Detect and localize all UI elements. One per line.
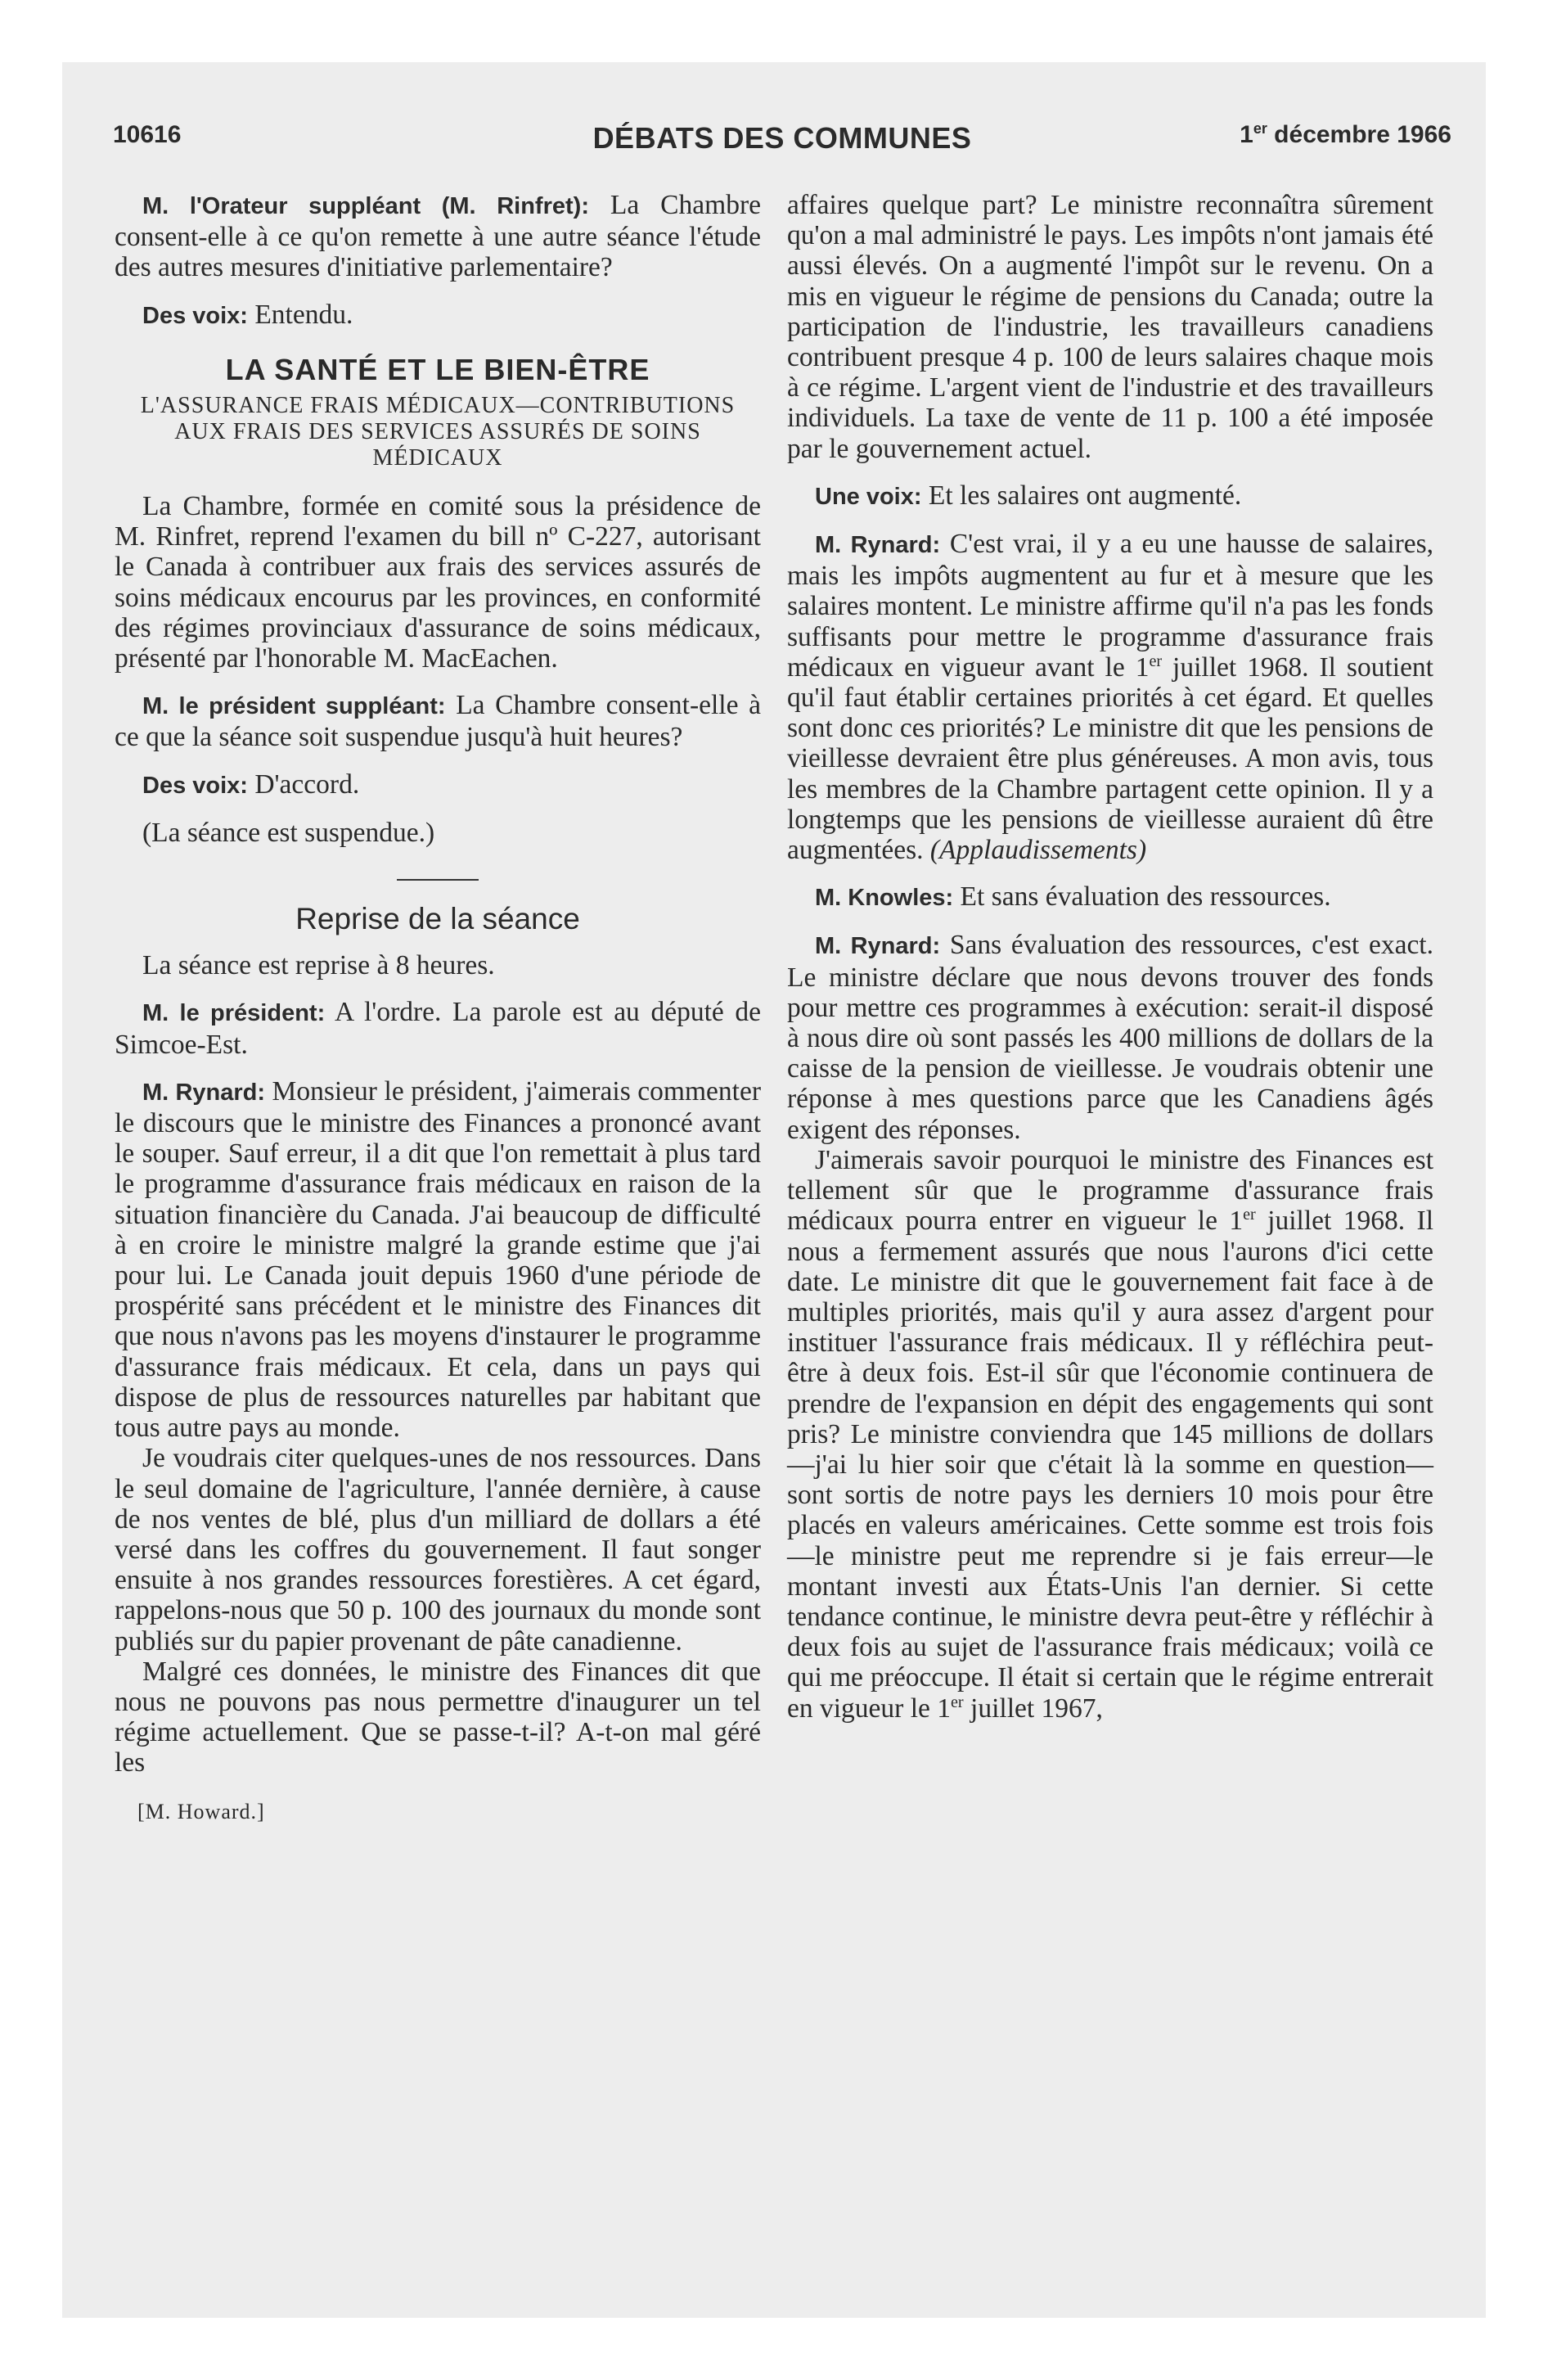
section-title: LA SANTÉ ET LE BIEN-ÊTRE (225, 352, 650, 386)
page-header (113, 121, 1451, 170)
section-divider (397, 879, 479, 881)
paragraph: Des voix: D'accord. (142, 769, 360, 800)
paragraph: M. l'Orateur suppléant (M. Rinfret): La Chambre consent-elle à ce qu'on remette à une autre séance l'étude des autres mesures d'initiative parlementaire? (115, 190, 761, 283)
applause-note: (Applaudissements) (929, 835, 1147, 866)
paragraph: M. le président: A l'ordre. La parole est au député de Simcoe-Est. (115, 997, 761, 1060)
speaker-name: M. le président: (142, 1000, 326, 1027)
paragraph: M. Rynard: Sans évaluation des ressources, c'est exact. Le ministre déclare que nous devons trouver des fonds pour mettre ces programmes à exécution: serait-il disposé à nous dire où sont passés les 400 millions de dollars de la caisse de la pension de vieillesse. Je voudrais obtenir une réponse à mes questions parce que les Canadiens âgés exigent des réponses. (787, 930, 1433, 1145)
header-date: 1er décembre 1966 (1240, 120, 1451, 148)
speaker-name: M. Rynard: (815, 532, 941, 559)
speaker-name: Des voix: (142, 772, 248, 799)
paragraph: Malgré ces données, le ministre des Finances dit que nous ne pouvons pas nous permettre d'inaugurer un tel régime actuellement. Que se passe-t-il? A-t-on mal géré les (115, 1656, 761, 1778)
paragraph: M. Rynard: C'est vrai, il y a eu une hausse de salaires, mais les impôts augmentent au fur et à mesure que les salaires montent. Le ministre affirme qu'il n'a pas les fonds suffisants pour mettre le programme d'assurance frais médicaux en vigueur avant le 1er juillet 1968. Il soutient qu'il faut établir certaines priorités à cet égard. Et quelles sont donc ces priorités? Le ministre dit que les pensions de vieillesse devraient être plus généreuses. A mon avis, tous les membres de la Chambre partagent cette opinion. Il y a longtemps que les pensions de vieillesse auraient dû être augmentées. (Applaudissements) (787, 529, 1434, 866)
reprise-title: Reprise de la séance (295, 902, 580, 936)
speaker-name: M. Rynard: (142, 1079, 266, 1106)
speaker-name: M. le président suppléant: (142, 693, 446, 720)
speaker-name: M. l'Orateur suppléant (M. Rinfret): (142, 193, 589, 219)
speaker-name: Des voix: (142, 302, 248, 329)
section-subtitle: L'ASSURANCE FRAIS MÉDICAUX—CONTRIBUTIONS AUX FRAIS DES SERVICES ASSURÉS DE SOINS MÉDICAUX (140, 393, 736, 471)
paragraph: J'aimerais savoir pourquoi le ministre des Finances est tellement sûr que le programme d'assurance frais médicaux pourra entrer en vigueur le 1er juillet 1968. Il nous a fermement assurés que nous l'aurons d'ici cette date. Le ministre dit que le gouvernement fait face à de multiples priorités, mais qu'il y aura assez d'argent pour instituer l'assurance frais médicaux. Il y réfléchira peut-être à deux fois. Est-il sûr que l'économie continuera de prendre de l'expansion en dépit des engagements qui sont pris? Le ministre conviendra que 145 millions de dollars—j'ai lu hier soir que c'était là la somme en question—sont sortis de notre pays les derniers 10 mois pour être placés en valeurs américaines. Cette somme est trois fois—le ministre peut me reprendre si je fais erreur—le montant investi aux États-Unis l'an dernier. Si cette tendance continue, le ministre devra peut-être y réfléchir à deux fois au sujet de l'assurance frais médicaux; voilà ce qui me préoccupe. Il était si certain que le régime entrerait en vigueur le 1er juillet 1967, (787, 1144, 1434, 1724)
speaker-name: M. Knowles: (815, 885, 954, 912)
paragraph: La Chambre, formée en comité sous la présidence de M. Rinfret, reprend l'examen du bill nº C-227, autorisant le Canada à contribuer aux frais des services assurés de soins médicaux encourus par les provinces, en conformité des régimes provinciaux d'assurance de soins médicaux, présenté par l'honorable M. MacEachen. (115, 491, 761, 674)
paragraph: Des voix: Entendu. (142, 299, 353, 330)
paragraph: (La séance est suspendue.) (142, 817, 435, 848)
paragraph: Une voix: Et les salaires ont augmenté. (815, 480, 1242, 511)
speaker-name: Une voix: (815, 483, 922, 510)
paragraph: M. le président suppléant: La Chambre consent-elle à ce que la séance soit suspendue jusqu'à huit heures? (115, 690, 761, 753)
paragraph: La séance est reprise à 8 heures. (142, 950, 495, 981)
running-title: DÉBATS DES COMMUNES (592, 121, 972, 155)
page-number: 10616 (113, 121, 182, 148)
right-column (787, 190, 1433, 1724)
paragraph: M. Rynard: Monsieur le président, j'aimerais commenter le discours que le ministre des Finances a prononcé avant le souper. Sauf erreur, il a dit que l'on remettait à plus tard le programme d'assurance frais médicaux en raison de la situation financière du Canada. J'ai beaucoup de difficulté à en croire le ministre malgré la grande estime que j'ai pour lui. Le Canada jouit depuis 1960 d'une période de prospérité sans précédent et le ministre des Finances dit que nous n'avons pas les moyens d'instaurer le programme d'assurance frais médicaux. Et cela, dans un pays qui dispose de plus de ressources naturelles par habitant que tous autre pays au monde. (115, 1075, 761, 1444)
paragraph: Je voudrais citer quelques-unes de nos ressources. Dans le seul domaine de l'agriculture, l'année dernière, à cause de nos ventes de blé, plus d'un milliard de dollars a été versé dans les coffres du gouvernement. Il faut songer ensuite à nos grandes ressources forestières. A cet égard, rappelons-nous que 50 p. 100 des journaux du monde sont publiés sur du papier provenant de pâte canadienne. (115, 1443, 761, 1657)
speaker-footnote: [M. Howard.] (137, 1799, 265, 1823)
speaker-name: M. Rynard: (815, 933, 941, 960)
left-column (115, 190, 761, 1827)
paragraph: M. Knowles: Et sans évaluation des ressources. (815, 881, 1331, 913)
paragraph: affaires quelque part? Le ministre reconnaîtra sûrement qu'on a mal administré le pays. Les impôts n'ont jamais été aussi élevés. On a augmenté l'impôt sur le revenu. On a mis en vigueur le régime de pensions du Canada; outre la participation de l'industrie, les travailleurs canadiens contribuent presque 4 p. 100 de leurs salaires chaque mois à ce régime. L'argent vient de l'industrie et des travailleurs individuels. La taxe de vente de 11 p. 100 a été imposée par le gouvernement actuel. (787, 190, 1433, 464)
